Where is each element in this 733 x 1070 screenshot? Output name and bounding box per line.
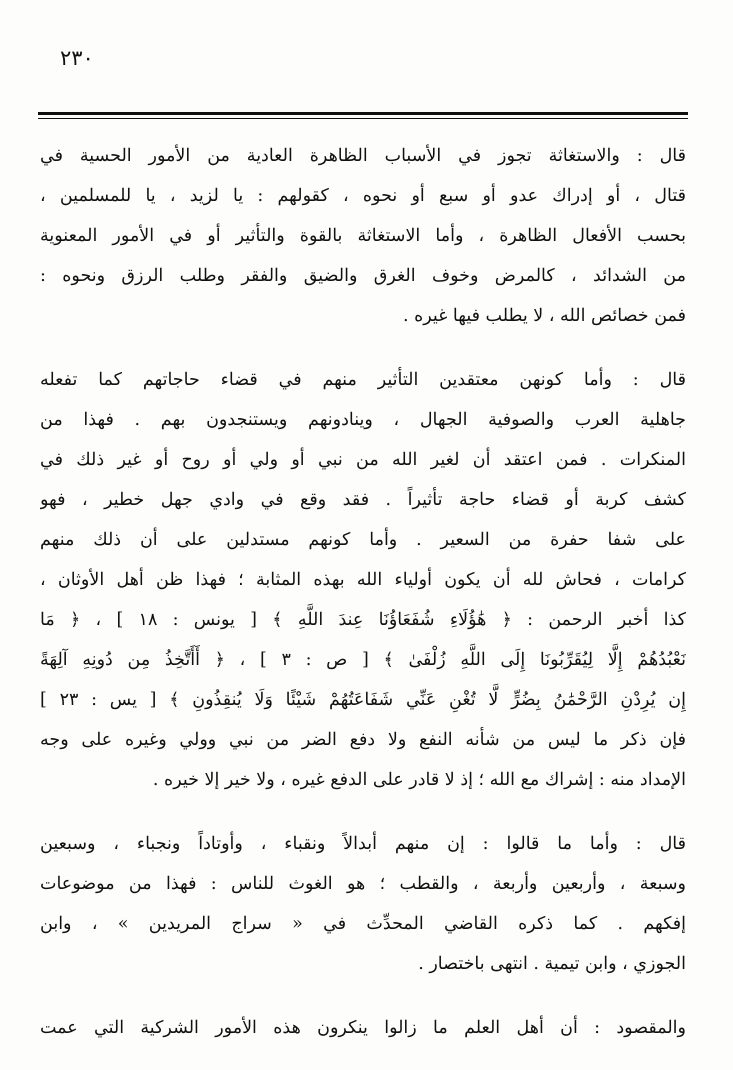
page-body: [40, 136, 686, 1048]
text-line: قتال ، أو إدراك عدو أو سبع أو نحوه ، كقولهم : يا لزيد ، يا للمسلمين ،: [40, 186, 686, 206]
text-line: على شفا حفرة من السعير . وأما كونهم مستدلين على أن ذلك منهم: [40, 530, 686, 550]
text-line: من الشدائد ، كالمرض وخوف الغرق والضيق والفقر وطلب الرزق ونحوه :: [40, 266, 686, 286]
text-line: جاهلية العرب والصوفية الجهال ، وينادونهم ويستنجدون بهم . فهذا من: [40, 410, 686, 430]
text-line: الإمداد منه : إشراك مع الله ؛ إذ لا قادر على الدفع غيره ، ولا خير إلا خيره .: [152, 770, 686, 790]
text-line: كرامات ، فحاش لله أن يكون أولياء الله بهذه المثابة ؛ فهذا ظن أهل الأوثان ،: [40, 570, 686, 590]
text-line: إفكهم . كما ذكره القاضي المحدِّث في « سراج المريدين » ، وابن: [40, 914, 686, 934]
quran-verse-line: إِن يُرِدْنِ الرَّحْمَٰنُ بِضُرٍّ لَّا تُغْنِ عَنِّي شَفَاعَتُهُمْ شَيْئًا وَلَا يُنقِذُونِ ﴾ [ يس : ٢٣ ]: [40, 690, 686, 710]
paragraph-4: [40, 1008, 686, 1048]
text-line: فمن خصائص الله ، لا يطلب فيها غيره .: [402, 306, 686, 326]
text-line: والمقصود : أن أهل العلم ما زالوا ينكرون هذه الأمور الشركية التي عمت: [40, 1018, 686, 1038]
text-line: الجوزي ، وابن تيمية . انتهى باختصار .: [418, 954, 686, 974]
text-line: المنكرات . فمن اعتقد أن لغير الله من نبي أو ولي أو روح أو غير ذلك في: [40, 450, 686, 470]
page-number: ٢٣٠: [60, 46, 94, 70]
text-line: قال : والاستغاثة تجوز في الأسباب الظاهرة العادية من الأمور الحسية في: [40, 146, 686, 166]
text-line: فإن ذكر ما ليس من شأنه النفع ولا دفع الضر من نبي وولي وغيره على وجه: [40, 730, 686, 750]
text-line: كشف كربة أو قضاء حاجة تأثيراً . فقد وقع في وادي جهل خطير ، فهو: [40, 490, 686, 510]
quran-verse-line: نَعْبُدُهُمْ إِلَّا لِيُقَرِّبُونَا إِلَى اللَّهِ زُلْفَىٰ ﴾ [ ص : ٣ ] ، ﴿ أَأَتَّخِذُ مِن دُونِهِ آلِهَةً: [40, 650, 686, 670]
paragraph-1: [40, 136, 686, 336]
text-line: قال : وأما كونهن معتقدين التأثير منهم في قضاء حاجاتهم كما تفعله: [40, 370, 686, 390]
paragraph-3: [40, 824, 686, 984]
text-line: كذا أخبر الرحمن : ﴿ هَٰؤُلَاءِ شُفَعَاؤُنَا عِندَ اللَّهِ ﴾ [ يونس : ١٨ ] ، ﴿ مَا: [40, 610, 686, 630]
header-rule-thin: [38, 118, 688, 119]
paragraph-2: [40, 360, 686, 800]
header-rule-thick: [38, 112, 688, 115]
text-line: وسبعة ، وأربعين وأربعة ، والقطب ؛ هو الغوث للناس : فهذا من موضوعات: [40, 874, 686, 894]
text-line: قال : وأما ما قالوا : إن منهم أبدالاً ونقباء ، وأوتاداً ونجباء ، وسبعين: [40, 834, 686, 854]
text-line: بحسب الأفعال الظاهرة ، وأما الاستغاثة بالقوة والتأثير أو في الأمور المعنوية: [40, 226, 686, 246]
